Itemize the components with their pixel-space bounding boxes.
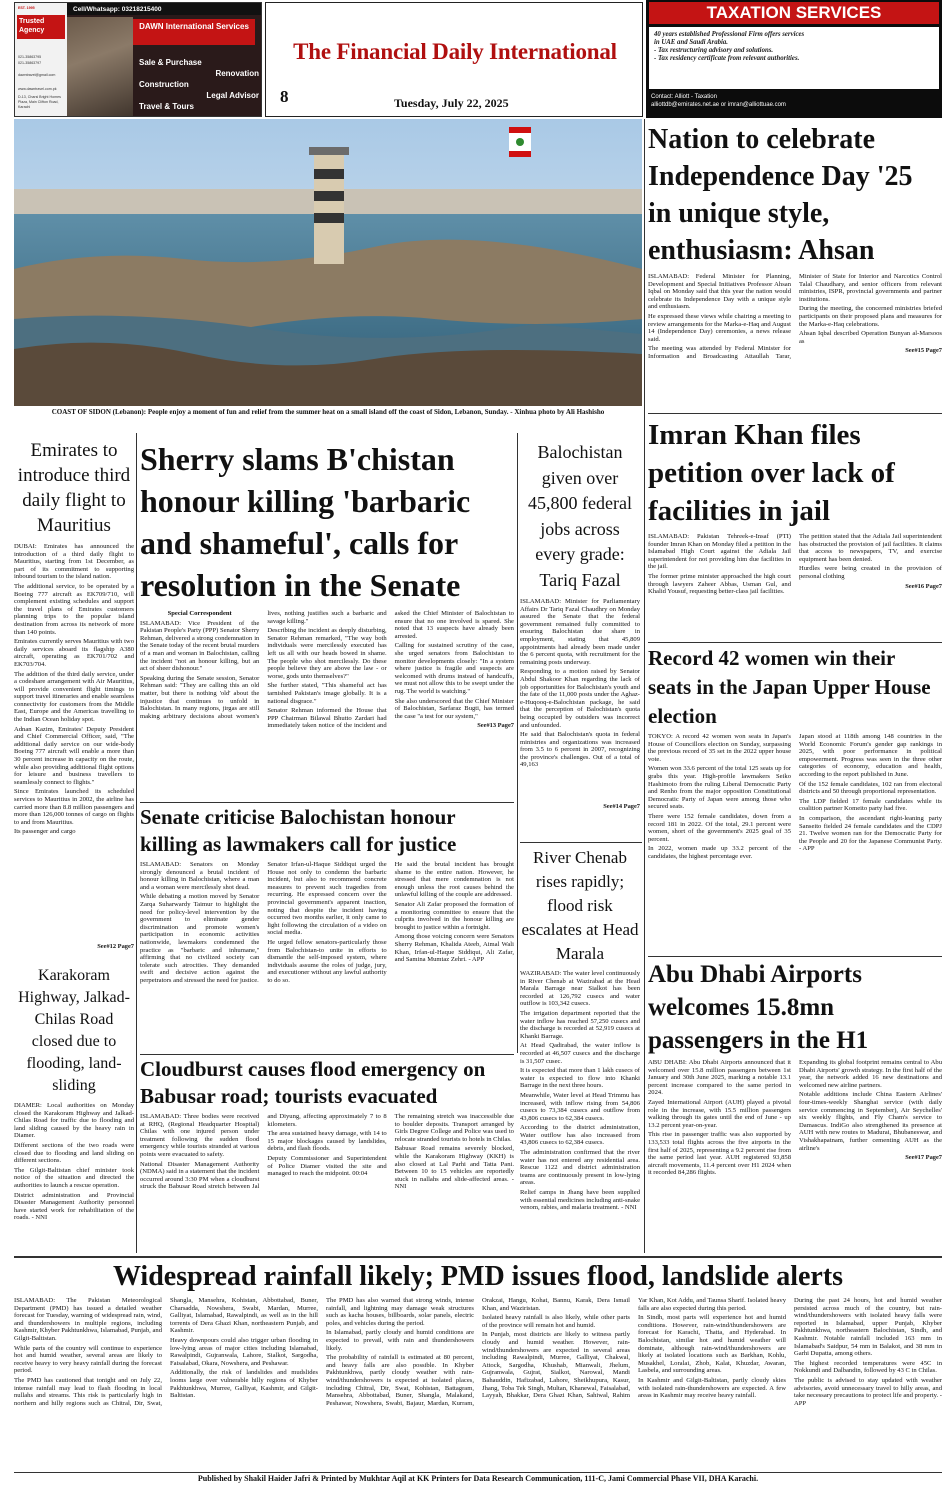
continued-reference: See#14 Page7 <box>603 803 640 810</box>
article-paragraph: He said that Balochistan's quota in federal ministries and organizations was increased from 3.5 to 6 percent in 2007, recognizing the province's challenges. Out of a total of 49,163 <box>520 731 640 769</box>
article-paragraph: Among those voicing concern were Senators Sherry Rehman, Khalida Ateeb, Aimal Wali Khan, Irfan-ul-Haque Siddiqui, Ali Zafar, and Samina Mumtaz Zehri. - APP <box>394 933 514 964</box>
article-paragraph: In Kashmir and Gilgit-Baltistan, partly cloudy skies with isolated rain-thundershowers are expected. A few areas in Kashmir may receive heavy rainfall. <box>638 1376 786 1400</box>
article-cloudburst <box>140 1056 514 1253</box>
article-paragraph: The petition stated that the Adiala Jail superintendent has obstructed the provision of jail facilities. It claims that access to newspapers, TV, and exercise equipment has been denied. <box>799 533 942 563</box>
newspaper-title: The Financial Daily International <box>293 39 617 64</box>
article-headline: Karakoram Highway, Jalkad-Chilas Road closed due to flooding, land-sliding <box>18 967 130 1094</box>
taxation-ad-box <box>649 27 939 89</box>
article-paragraph: This rise in passenger traffic was also supported by 133,533 total flights across the five airports in the first half of 2025, representing a 9.2 percent rise from the same period last year. AUH registered 93,858 aircraft movements, 11.4 percent over H1 2024 when it recorded 84,286 flights. <box>648 1131 791 1177</box>
article-imran <box>648 416 942 643</box>
article-paragraph: While debating a motion moved by Senator Zarqa Suharwardy Taimur to highlight the need for policy-level intervention by the government to eliminate gender discrimination and promote women's participation in economic activities nationwide, lawmakers condemned the practice as "barbaric and inhumane," affirming that no civilized society can tolerate such atrocities. They demanded swift and decisive action against the perpetrators and stressed the need for justice. <box>140 893 260 984</box>
dawn-ad-phone-1: 021-35863795 <box>18 55 42 59</box>
article-paragraph: District administration and Provincial Disaster Management Authority personnel have started work for rehabilitation of the roads. - NNI <box>14 1191 134 1222</box>
article-body <box>520 970 640 1252</box>
dawn-ad-established: EST. 1995 <box>18 6 35 10</box>
dawn-ad-phone: Cell/Whatsapp: 03218215400 <box>67 3 262 15</box>
continued-reference: See#16 Page7 <box>905 582 942 590</box>
article-body <box>648 533 942 643</box>
continued-reference: See#12 Page7 <box>97 943 134 950</box>
article-paragraph: She further stated, "This shameful act has tarnished Pakistan's image globally. It is a national disgrace." <box>267 682 387 705</box>
article-headline: Emirates to introduce third daily flight to Mauritius <box>17 440 131 536</box>
article-headline: Abu Dhabi Airports welcomes 15.8mn passengers in the H1 <box>648 961 869 1054</box>
dawn-ad-address-2: Plaza, Main Clifton Road, <box>18 100 59 104</box>
divider <box>648 956 942 957</box>
divider <box>648 642 942 643</box>
taxation-ad-title: TAXATION SERVICES <box>649 2 939 24</box>
dawn-ad-service: Legal Advisor <box>206 91 259 100</box>
column-rule <box>517 433 518 1053</box>
article-paragraph: TOKYO: A record 42 women won seats in Japan's House of Councillors election on Sunday, surpassing the previous record of 35 set in the 2022 upper house vote. <box>648 733 791 763</box>
dawn-ad-image <box>67 17 133 117</box>
dawn-ad-contact-panel <box>15 3 67 117</box>
article-paragraph: DUBAI: Emirates has announced the introduction of a third daily flight to Mauritius, starting from 1st December, as part of its commitment to supporting inbound tourism to the island nation. <box>14 543 134 581</box>
publisher-imprint: Published by Shakil Haider Jafri & Printed by Mukhtar Aqil at KK Printers for Data Research Communication, 111-C, Jami Commercial Phase VII, DHA Karachi. <box>197 1474 759 1483</box>
masthead <box>265 2 643 117</box>
article-body <box>14 543 134 943</box>
article-independence <box>648 121 942 409</box>
article-paragraph: Additionally, the risk of landslides and mudslides looms large over vulnerable hilly regions of Khyber Pakhtunkhwa, Murree, Galliyat, Kashmir, and Gilgit-Baltistan. <box>170 1369 318 1400</box>
article-paragraph: Describing the incident as deeply disturbing, Senator Rehman remarked, "The way both individuals were mercilessly executed has left us all with our heads bowed in shame. The people who shot mercilessly. Do these people believe they are above the law - or worse, gods unto themselves?" <box>267 627 387 680</box>
article-paragraph: In Islamabad, partly cloudy and humid conditions are expected to prevail, with rain and thundershowers likely. <box>326 1329 474 1352</box>
article-abudhabi <box>648 958 942 1257</box>
article-paragraph: In comparison, the ascendant right-leaning party Sanseito fielded 24 female candidates and the CDPJ 21. Twelve women ran for the Democratic Party for the People and 20 for the Japanese Communist Party. - APP <box>799 814 942 853</box>
dawn-ad-website: www.dawntravel.com.pk <box>18 87 57 91</box>
dawn-ad-address-1: D-13, Charsi Bright Homes <box>18 95 61 99</box>
article-paragraph: During the meeting, the concerned ministries briefed participants on their proposed plans and measures for the Marka-e-Haq celebrations. <box>799 305 942 328</box>
article-paragraph: The irrigation department reported that the water inflow has reached 57,250 cusecs and the discharge is recorded at 52,919 cusecs at Khanki Barrage. <box>520 1009 640 1040</box>
article-chenab <box>520 846 640 1252</box>
article-emirates <box>14 438 134 950</box>
article-paragraph: The remaining stretch was inaccessible due to boulder deposits. Transport arranged by Girls Degree College and Police was used to relocate stranded tourists to hotels in Chilas. <box>394 1113 514 1143</box>
article-paragraph: According to the district administration, Water outflow has also increased from 43,806 cusecs to 62,384 cusecs. <box>520 1124 640 1147</box>
article-body <box>14 1297 942 1471</box>
divider <box>520 842 642 843</box>
taxation-ad-contact-name: Contact: Alliott - Taxation <box>651 94 717 100</box>
article-paragraph: Babusar Road remains severely blocked, while the Karakoram Highway (KKH) is also closed at Lal Parhi and Tatta Pani. Between 10 to 15 vehicles are reportedly stuck in nallahs and slide-affected areas. - NNI <box>394 1145 514 1191</box>
article-paragraph: Expanding its global footprint remains central to Abu Dhabi Airports' growth strategy. In the first half of the year, the network added 16 new destinations and welcomed new airline partners. <box>799 1059 942 1089</box>
divider <box>14 1256 942 1258</box>
article-body <box>648 273 942 409</box>
dawn-ad-service: Renovation <box>215 69 259 78</box>
continued-reference: See#13 Page7 <box>477 722 514 730</box>
article-headline: Cloudburst causes flood emergency on Babusar road; tourists evacuated <box>140 1057 486 1108</box>
taxation-ad-email: alliottdb@emirates.net.ae or imran@alliottuae.com <box>651 102 786 108</box>
article-paragraph: ISLAMABAD: Vice President of the Pakistan People's Party (PPP) Senator Sherry Rehman, delivered a strong condemnation in the Senate today of the recent brutal murders of a man and woman in Balochistan, calling the incident "not an honour killing, but an act of sheer dishonour." <box>140 619 260 673</box>
article-paragraph: The Gilgit-Baltistan chief minister took notice of the situation and directed the authorities to launch a rescue operation. <box>14 1166 134 1189</box>
article-paragraph: The PMD has cautioned that tonight and on July 22, intense rainfall may lead to flash flooding in local nullahs and streams. This risk is particularly high in northern and hilly regions such as Chitral, Dir, Swat, Shangla, Mansehra, Kohistan, Abbottabad, Buner, Charsadda, Nowshera, Swabi, Mardan, Murree, Galliyat, Islamabad, Rawalpindi, as well as in the hill torrents of Dera Ghazi Khan, northeastern Punjab, and Kashmir. <box>14 1297 318 1407</box>
article-paragraph: ISLAMABAD: Three bodies were received at RHQ, (Regional Headquarter Hospital) Chilas with one injured person under treatment following the sudden flood emergency while tourists stranded at various points were evacuated to safety. <box>140 1113 260 1158</box>
article-federal-jobs <box>520 440 640 810</box>
article-body <box>520 598 640 803</box>
article-paragraph: The public is advised to stay updated with weather advisories, avoid unnecessary travel to hilly areas, and take necessary precautions to protect life and property. - APP <box>794 1376 942 1407</box>
photo-caption: COAST OF SIDON (Lebanon): People enjoy a moment of fun and relief from the summer heat on a small island off the coast of Sidon, Lebanon, Sunday. - Xinhua photo by Ali Hashisho <box>51 408 605 416</box>
article-paragraph: ISLAMABAD: Minister for Parliamentary Affairs Dr Tariq Fazal Chaudhry on Monday assured the Senate that the federal government remained fully committed to ensuring Balochistan due share in employment, stating that 45,809 appointments had already been made under the 6 percent quota, with recruitment for the remaining posts underway. <box>520 598 640 666</box>
taxation-ad <box>646 0 942 118</box>
article-paragraph: ISLAMABAD: Senators on Monday strongly denounced a brutal incident of honour killing in Balochistan, where a man and a woman were mercilessly shot dead. <box>140 861 260 891</box>
article-paragraph: Speaking during the Senate session, Senator Rehman said: "They are calling this an old matter, but there is nothing 'old' about the injustice that continues to unfold in Balochistan. In many regions, jirgas are still making arbitrary decisions about women's lives, nothing justifies such a barbaric and savage killing." <box>140 610 387 720</box>
article-paragraph: ISLAMABAD: Federal Minister for Planning, Development and Special Initiatives Professor Ahsan Iqbal on Monday said that this year the nation would celebrate its Independence Day with a unique style and enthusiasm. <box>648 273 791 311</box>
article-paragraph: National Disaster Management Authority (NDMA) said in a statement that the incident occurred around 3:30 PM when a cloudburst struck the Babusar Road stretch between Jal and Diyung, affecting approximately 7 to 8 kilometers. <box>140 1113 387 1191</box>
dawn-ad-service: Travel & Tours <box>139 102 194 111</box>
divider <box>140 802 514 803</box>
continued-reference: See#15 Page7 <box>905 347 942 355</box>
article-paragraph: The probability of rainfall is estimated at 80 percent, and heavy falls are also possible. In Khyber Pakhtunkhwa, partly cloudy weather with rain-wind/thundershowers is expected at isolated places, including Chitral, Dir, Swat, Kohistan, Battagram, Mansehra, Abbottabad, Buner, Shangla, Malakand, Peshawar, Nowshera, Swabi, Bajaur, Mardan, Kurram, Orakzai, Hangu, Kohat, Bannu, Karak, Dera Ismail Khan, and Waziristan. <box>326 1297 630 1407</box>
article-paragraph: While parts of the country will continue to experience hot and humid weather, several areas are likely to receive heavy to very heavy rainfall during the forecast period. <box>14 1344 162 1375</box>
article-paragraph: Calling for sustained scrutiny of the case, she urged senators from Balochistan to monitor developments closely: "In a system where justice is fragile and suspects are welcomed with drums instead of handcuffs, we must not allow this to be swept under the rug. The world is watching." <box>394 642 514 695</box>
article-paragraph: The additional service, to be operated by a Boeing 777 aircraft as EK709/710, will complement existing schedules and support the travel plans of Emirates customers planning trips to the popular island destination from across its network of more than 140 points. <box>14 582 134 636</box>
dawn-ad-company: DAWN International Services <box>133 19 255 45</box>
sidon-photo <box>14 119 642 406</box>
article-body <box>14 1102 134 1222</box>
article-body <box>140 610 514 780</box>
article-paragraph: At Head Qadirabad, the water inflow is recorded at 46,507 cusecs and the discharge is 31,507 cusec. <box>520 1042 640 1065</box>
taxation-ad-line: 40 years established Professional Firm offers services <box>654 31 805 38</box>
column-rule <box>136 433 137 1253</box>
article-japan <box>648 644 942 951</box>
article-body <box>648 1059 942 1257</box>
divider <box>140 1054 514 1055</box>
article-paragraph: He urged fellow senators-particularly those from Balochistan-to unite in efforts to dismantle the self-imposed system, where individuals assume the roles of judge, jury, and executioner without any lawful authority to do so. <box>267 938 387 984</box>
article-paragraph: Ahsan Iqbal described Operation Bunyan al-Marsoos as <box>799 330 942 345</box>
article-paragraph: It is expected that more than 1 lakh cusecs of water is expected to flow into Khanki Barrage in the next three hours. <box>520 1067 640 1090</box>
article-paragraph: ISLAMABAD: The Pakistan Meteorological Department (PMD) has issued a detailed weather forecast for Tuesday, warning of widespread rain, wind, and thundershowers in multiple regions, including Kashmir, Khyber Pakhtunkhwa, Islamabad, Punjab, and Gilgit-Baltistan. <box>14 1297 162 1342</box>
article-paragraph: Japan stood at 118th among 148 countries in the World Economic Forum's gender gap rankings in 2025, with poor performance in political empowerment. Progress was seen in the three other categories of economy, education and health, according to the report published in June. <box>799 733 942 778</box>
article-headline: Nation to celebrate Independence Day '25 in unique style, enthusiasm: Ahsan <box>648 124 913 266</box>
article-paragraph: The former prime minister approached the high court through lawyers Zaheer Abbas, Usman Gul, and Khalid Yousuf, requesting better-class jail facilities. <box>648 572 791 596</box>
dawn-ad <box>14 2 262 117</box>
article-headline: Imran Khan files petition over lack of facilities in jail <box>648 419 895 527</box>
article-body <box>648 733 942 951</box>
article-paragraph: Zayed International Airport (AUH) played a pivotal role in the increase, with 15.5 million passengers walking through its gates until the end of June - up 13.2 percent year-on-year. <box>648 1098 791 1129</box>
article-byline: Special Correspondent <box>167 610 232 617</box>
article-paragraph: Meanwhile, Water level at Head Trimmu has increased, with inflow rising from 54,806 cusecs to 73,384 cusecs and outflow from 43,806 cusecs to 62,384 cusecs. <box>520 1091 640 1122</box>
article-headline: Widespread rainfall likely; PMD issues flood, landslide alerts <box>112 1261 844 1292</box>
article-paragraph: Relief camps in Jhang have been supplied with essential medicines including anti-snake venom, rabies, and malaria treatment. - NNI <box>520 1189 640 1212</box>
article-paragraph: In 2022, women made up 33.2 percent of the candidates, the highest percentage ever. <box>648 845 791 860</box>
article-senate-criticise <box>140 804 514 1051</box>
article-paragraph: ABU DHABI: Abu Dhabi Airports announced that it welcomed over 15.8 million passengers between 1st January and 30th June 2025, marking a notable 13.1 percent increase compared to the same period in 2024. <box>648 1059 791 1097</box>
article-body <box>140 861 514 1051</box>
article-paragraph: Hurdles were being created in the provision of personal clothing <box>799 565 942 580</box>
article-paragraph: He said the brutal incident has brought shame to the entire nation. However, he stressed that mere condemnation is not enough unless the root causes behind the unlawful killing of the couple are addressed. <box>394 861 514 899</box>
taxation-ad-contact <box>651 93 786 109</box>
taxation-ad-line: - Tax restructuring advisory and solutions. <box>654 47 774 54</box>
article-paragraph: There were 152 female candidates, down from a record 181 in 2022. Of the total, 29.1 percent were women, short of the government's 2025 goal of 35 percent. <box>648 812 791 843</box>
dawn-ad-phone-2: 021-35863797 <box>18 61 42 65</box>
article-paragraph: The highest recorded temperatures were 45C in Nokkundi and Dalbandin, followed by 43 C in Chilas. <box>794 1359 942 1375</box>
page-number: 8 <box>280 87 289 106</box>
taxation-ad-line: - Tax residency certificate from relevant authorities. <box>654 55 800 62</box>
article-paragraph: Senator Ali Zafar proposed the formation of a monitoring committee to ensure that the culprits involved in the honour killing are brought to justice within a fortnight. <box>394 900 514 931</box>
article-paragraph: WAZIRABAD: The water level continuously in River Chenab at Wazirabad at the Head Marala Barrage near Sialkot has been recorded at 126,792 cusecs and water outflow is 103,342 cusecs. <box>520 970 640 1008</box>
article-paragraph: ISLAMABAD: Pakistan Tehreek-e-Insaf (PTI) founder Imran Khan on Monday filed a petition in the Islamabad High Court against the Adiala Jail superintendent for not providing him due facilities in the jail. <box>648 533 791 571</box>
article-paragraph: Deputy Commissioner and Superintendent of Police Diamer visited the site and managed to reach the midpoint. 00:04 <box>267 1154 387 1178</box>
dawn-ad-services <box>139 57 259 112</box>
article-body <box>140 1113 514 1253</box>
article-paragraph: The administration confirmed that the river water has not entered any residential area. Rescue 1122 and district administration teams are continuously present in low-lying areas. <box>520 1149 640 1187</box>
article-paragraph: Its passenger and cargo <box>14 828 76 836</box>
column-rule <box>644 119 645 1253</box>
article-headline: River Chenab rises rapidly; flood risk escalates at Head Marala <box>521 848 639 963</box>
article-paragraph: The addition of the third daily service, under a codeshare arrangement with Air Mauritius, will provide convenient flight timings to support travel itineraries and enable seamless connectivity for customers from the Middle East, Europe and the Americas travelling to the Indian Ocean holiday spot. <box>14 670 134 724</box>
article-paragraph: Senator Rehman informed the House that PPP Chairman Bilawal Bhutto Zardari had immediately taken notice of the incident and asked the Chief Minister of Balochistan to ensure that no one involved is spared. She noted that 13 suspects have already been arrested. <box>267 610 514 730</box>
article-paragraph: Senator Irfan-ul-Haque Siddiqui urged the House not only to condemn the barbaric incident, but also to recommend concrete measures to prevent such tragedies from recurring. He expressed concern over the provincial government's apparent inaction, noting that despite the incident having occurred two months earlier, it only came to light following the circulation of a video on social media. <box>267 861 387 937</box>
article-paragraph: Notable additions include China Eastern Airlines' four-times-weekly Shanghai service (with daily service commencing in September), Air Seychelles' six weekly flights, and Fly Cham's service to Damascus. IndiGo also strengthened its presence at AUH with new routes to Madurai, Bhubaneswar, and Vishakhapatnam, further cementing AUH as the airline's <box>799 1091 942 1152</box>
dawn-ad-service: Sale & Purchase <box>139 58 202 67</box>
article-paragraph: During the past 24 hours, hot and humid weather persisted across much of the country, but rain-wind/thundershowers with isolated heavy falls were reported in Islamabad, upper Punjab, Khyber Pakhtunkhwa, northeastern Balochistan, Sindh, and Kashmir. Notable rainfall included 163 mm in Islamabad's Saidpur, 54 mm in Balakot, and 38 mm in Garhi Dupatta, among others. <box>794 1297 942 1358</box>
article-paragraph: DIAMER: Local authorities on Monday closed the Karakoram Highway and Jalkad-Chilas Road for traffic due to flooding and land sliding caused by the heavy rain in Diamer. <box>14 1102 134 1140</box>
article-headline: Record 42 women win their seats in the Japan Upper House election <box>648 646 931 728</box>
article-paragraph: He expressed these views while chairing a meeting to review arrangements for the Marka-e-Haq and August 14 (Independence Day) ceremonies, a news release said. <box>648 312 791 343</box>
article-paragraph: Emirates currently serves Mauritius with two daily services aboard its flagship A380 aircraft, operating as EK701/702 and EK703/704. <box>14 638 134 668</box>
article-headline: Balochistan given over 45,800 federal jobs across every grade: Tariq Fazal <box>528 442 632 590</box>
issue-date: Tuesday, July 22, 2025 <box>394 96 509 110</box>
article-karakoram <box>14 965 134 1224</box>
article-paragraph: The LDP fielded 17 female candidates while its coalition partner Komeito party had five. <box>799 797 942 813</box>
article-sherry <box>140 438 514 780</box>
article-paragraph: Isolated heavy rainfall is also likely, while other parts of the province will remain hot and humid. <box>482 1314 630 1329</box>
article-paragraph: Responding to a motion raised by Senator Abdul Shakoor Khan regarding the lack of job opportunities for Balochistan's youth and the fate of the 11,000 posts under the Aghaz-e-Huqooq-e-Balochistan package, he said that the perception of Balochistan's quota being occupied by outsiders was incorrect and unfounded. <box>520 668 640 729</box>
article-paragraph: Different sections of the two roads were closed due to flooding and land sliding on different sections. <box>14 1141 134 1165</box>
article-paragraph: She also underscored that the Chief Minister of Balochistan, Sarfaraz Bugti, has termed the case "a test for our system," <box>394 697 514 720</box>
article-paragraph: Of the 152 female candidates, 102 ran from electoral districts and 50 through proportional representation. <box>799 780 942 796</box>
continued-reference: See#17 Page7 <box>905 1154 942 1162</box>
article-paragraph: In Sindh, most parts will experience hot and humid conditions. However, rain-wind/thundershowers are forecast for Karachi, Thatta, and Hyderabad. In Balochistan, similar hot and humid weather will dominate, although rain-wind/thundershowers are likely at isolated locations such as Barkhan, Kohlu, Musakhel, Loralai, Zhob, Kalat, Khuzdar, Awaran, Lasbela, and surrounding areas. <box>638 1314 786 1375</box>
article-headline: Senate criticise Balochistan honour killing as lawmakers call for justice <box>140 805 457 856</box>
article-paragraph: Since Emirates launched its scheduled services to Mauritius in 2002, the airline has carried more than 8.8 million passengers and more than 126,000 tonnes of cargo on flights to and from Mauritius. <box>14 788 134 826</box>
sidon-photo-illustration <box>14 119 642 406</box>
taxation-ad-line: in UAE and Saudi Arabia. <box>654 39 728 46</box>
article-rainfall <box>14 1259 942 1471</box>
divider <box>14 1472 942 1473</box>
dawn-ad-service: Construction <box>139 80 189 89</box>
article-paragraph: The area sustained heavy damage, with 14 to 15 major blockages caused by landslides, debris, and flash floods. <box>267 1130 387 1153</box>
article-paragraph: In Punjab, most districts are likely to witness partly cloudy and humid weather. However, rain-wind/thundershowers are expected in several areas including Rawalpindi, Murree, Galliyat, Chakwal, Attock, Sargodha, Khushab, Mianwali, Jhelum, Gujranwala, Gujrat, Sialkot, Narowal, Mandi Bahauddin, Hafizabad, Lahore, Sheikhupura, Kasur, Jhang, Toba Tek Singh, Multan, Khanewal, Faisalabad, Layyah, Bhakkar, Dera Ghazi Khan, Sahiwal, Rahim Yar Khan, Kot Addu, and Taunsa Sharif. Isolated heavy falls are also expected during this period. <box>482 1297 786 1400</box>
article-paragraph: Adnan Kazim, Emirates' Deputy President and Chief Commercial Officer, said, "The additional daily service on our wide-body Boeing 777 aircraft will enable a more than 30 percent increase in capacity on the route, while also providing additional flight options for leisure and business travellers to seamlessly connect to flights." <box>14 725 134 786</box>
article-paragraph: Heavy downpours could also trigger urban flooding in low-lying areas of major cities including Islamabad, Rawalpindi, Gujranwala, Lahore, Sialkot, Sargodha, Faisalabad, Okara, Nowshera, and Peshawar. <box>170 1336 318 1367</box>
article-paragraph: The meeting was attended by Federal Minister for Information and Broadcasting Attaullah Tarar, Minister of State for Interior and Narcotics Control Talal Chaudhary, and senior officers from relevant ministries, ISPR, provincial governments and partner institutions. <box>648 273 942 360</box>
article-headline: Sherry slams B'chistan honour killing 'barbaric and shameful', calls for resolution in the Senate <box>140 441 471 603</box>
dawn-ad-email: dawntravel@gmail.com <box>18 73 56 77</box>
article-paragraph: The PMD has also warned that strong winds, intense rainfall, and lightning may damage weak structures such as kacha houses, billboards, solar panels, electric poles, and vehicles during the period. <box>326 1297 474 1327</box>
dawn-ad-badge: Trusted Agency <box>17 15 65 39</box>
dawn-ad-address-3: Karachi <box>18 105 31 109</box>
divider <box>648 413 942 414</box>
article-paragraph: Women won 33.6 percent of the total 125 seats up for grabs this year. High-profile lawmakers Seiko Hashimoto from the ruling Liberal Democratic Party and Renho from the major opposition Constitutional Democratic Party of Japan were among those who secured seats. <box>648 765 791 811</box>
